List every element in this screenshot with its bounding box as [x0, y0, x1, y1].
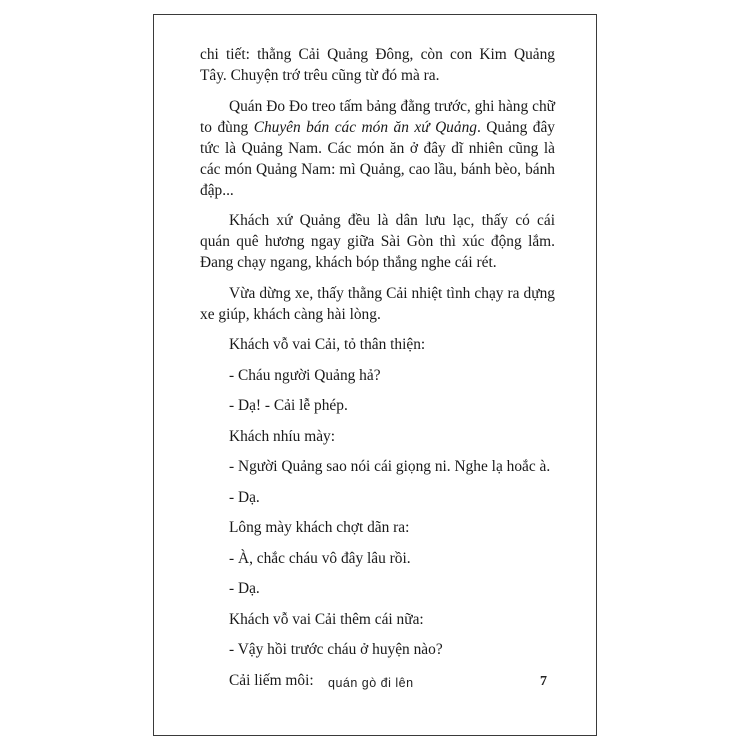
- paragraph-text: - À, chắc cháu vô đây lâu rồi.: [229, 549, 411, 567]
- paragraph: [200, 44, 555, 86]
- dialogue-line: [200, 395, 555, 416]
- dialogue-line: [200, 639, 555, 660]
- paragraph-text: - Cháu người Quảng hả?: [229, 366, 381, 384]
- paragraph-text: . Quảng đây tức là Quảng Nam. Các món ăn ở đây dĩ nhiên cũng là các món Quảng Nam: mì Quảng, cao lầu, bánh bèo, bánh đập...: [200, 118, 556, 199]
- body-text: [200, 44, 555, 700]
- paragraph-text: Lông mày khách chợt dãn ra:: [229, 519, 410, 536]
- dialogue-line: [200, 456, 555, 477]
- paragraph-text: - Dạ.: [229, 488, 260, 506]
- running-title: quán gò đi lên: [328, 676, 414, 690]
- paragraph: [200, 96, 555, 201]
- paragraph-text: - Người Quảng sao nói cái giọng ni. Nghe lạ hoắc à.: [229, 458, 551, 475]
- paragraph-text: - Vậy hồi trước cháu ở huyện nào?: [229, 641, 443, 658]
- dialogue-line: [200, 487, 555, 508]
- paragraph-text: Khách vỗ vai Cải, tỏ thân thiện:: [229, 336, 426, 353]
- page-number: 7: [540, 674, 547, 689]
- dialogue-line: [200, 548, 555, 569]
- dialogue-line: [200, 365, 555, 386]
- paragraph-text: Khách vỗ vai Cải thêm cái nữa:: [229, 610, 424, 628]
- sign-text-italic: Chuyên bán các món ăn xứ Quảng: [253, 118, 477, 136]
- paragraph: [200, 426, 555, 447]
- paragraph: [200, 210, 555, 273]
- paragraph-text: - Dạ.: [229, 580, 260, 597]
- paragraph-text: Vừa dừng xe, thấy thằng Cải nhiệt tình chạy ra dựng xe giúp, khách càng hài lòng.: [200, 284, 555, 323]
- paragraph-text: - Dạ! - Cải lễ phép.: [229, 397, 348, 414]
- dialogue-line: [200, 578, 555, 599]
- paragraph: [200, 517, 555, 538]
- paragraph-text: Khách xứ Quảng đều là dân lưu lạc, thấy có cái quán quê hương ngay giữa Sài Gòn thì xúc động lắm. Đang chạy ngang, khách bóp thắng nghe cái rét.: [200, 212, 555, 271]
- paragraph-text: Cải liếm môi:: [229, 671, 314, 689]
- paragraph: [200, 609, 555, 630]
- paragraph: [200, 334, 555, 355]
- paragraph: [200, 283, 555, 325]
- book-page: [153, 14, 597, 736]
- paragraph-text: chi tiết: thằng Cải Quảng Đông, còn con Kim Quảng Tây. Chuyện trớ trêu cũng từ đó mà ra.: [200, 46, 555, 84]
- paragraph-text: Quán Đo Đo treo tấm bảng đằng trước, ghi hàng chữ to đùng: [200, 97, 555, 136]
- paragraph-text: Khách nhíu mày:: [229, 427, 335, 445]
